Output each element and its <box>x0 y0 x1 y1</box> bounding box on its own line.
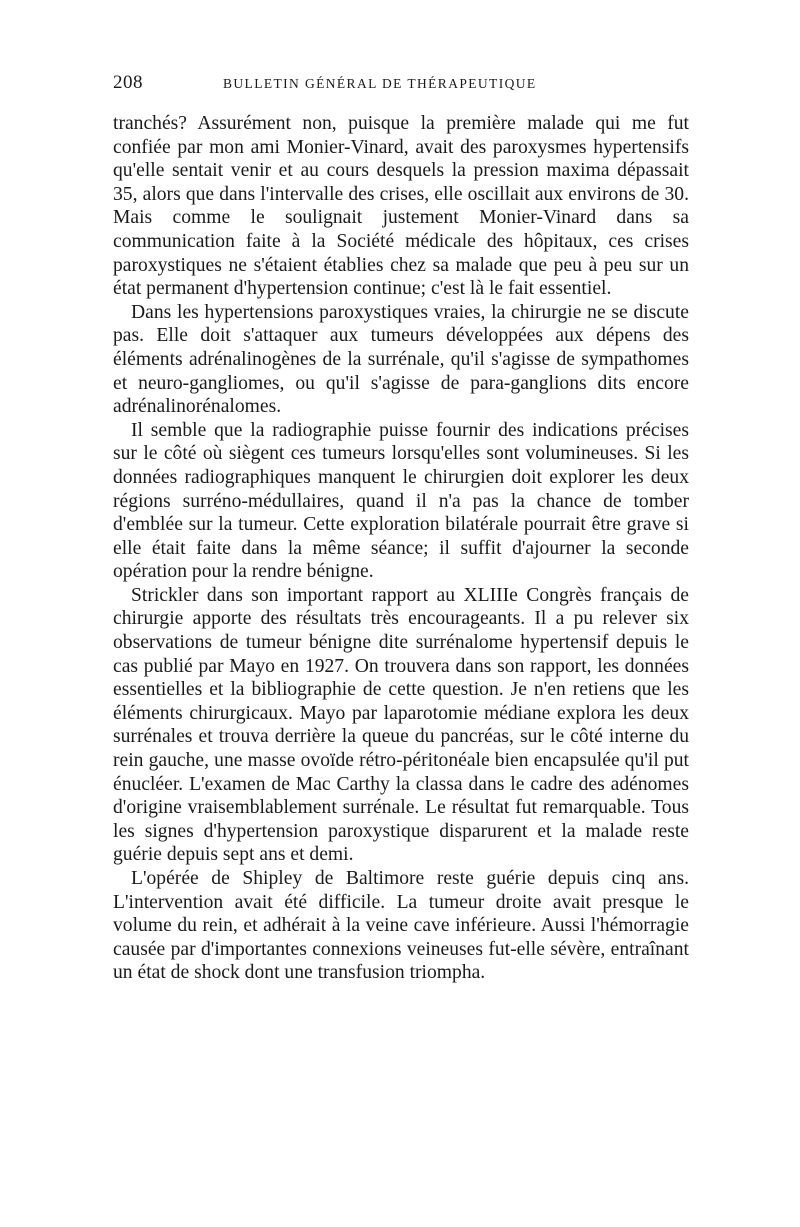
body-text <box>113 112 689 985</box>
paragraph-2: Dans les hypertensions paroxystiques vraies, la chirurgie ne se discute pas. Elle doit s'attaquer aux tumeurs développées aux dépens des éléments adrénalinogènes de la surrénale, qu'il s'agisse de sympathomes et neuro-gangliomes, ou qu'il s'agisse de para-ganglions dits encore adrénalinorénalomes. <box>113 301 689 418</box>
paragraph-3: Il semble que la radiographie puisse fournir des indications précises sur le côté où siègent ces tumeurs lorsqu'elles sont volumineuses. Si les données radiographiques manquent le chirurgien doit explorer les deux régions surréno-médullaires, quand il n'a pas la chance de tomber d'emblée sur la tumeur. Cette exploration bilatérale pourrait être grave si elle était faite dans la même séance; il suffit d'ajourner la seconde opération pour la rendre bénigne. <box>113 419 689 583</box>
running-title: BULLETIN GÉNÉRAL DE THÉRAPEUTIQUE <box>223 76 537 91</box>
paragraph-4: Strickler dans son important rapport au XLIIIe Congrès français de chirurgie apporte des résultats très encourageants. Il a pu relever six observations de tumeur bénigne dite surrénalome hypertensif depuis le cas publié par Mayo en 1927. On trouvera dans son rapport, les données essentielles et la bibliographie de cette question. Je n'en retiens que les éléments chirurgicaux. Mayo par laparotomie médiane explora les deux surrénales et trouva derrière la queue du pancréas, sur le côté interne du rein gauche, une masse ovoïde rétro-péritonéale bien encapsulée qu'il put énucléer. L'examen de Mac Carthy la classa dans le cadre des adénomes d'origine vraisemblablement surrénale. Le résultat fut remarquable. Tous les signes d'hypertension paroxystique disparurent et la malade reste guérie depuis sept ans et demi. <box>113 584 689 866</box>
page-header <box>113 72 689 98</box>
paragraph-5: L'opérée de Shipley de Baltimore reste guérie depuis cinq ans. L'intervention avait été difficile. La tumeur droite avait presque le volume du rein, et adhérait à la veine cave inférieure. Aussi l'hémorragie causée par d'importantes connexions veineuses fut-elle sévère, entraînant un état de shock dont une transfusion triompha. <box>113 868 689 984</box>
page-number: 208 <box>113 72 143 93</box>
paragraph-1: tranchés? Assurément non, puisque la première malade qui me fut confiée par mon ami Monier-Vinard, avait des paroxysmes hypertensifs qu'elle sentait venir et au cours desquels la pression maxima dépassait 35, alors que dans l'intervalle des crises, elle oscillait aux environs de 30. Mais comme le soulignait justement Monier-Vinard dans sa communication faite à la Société médicale des hôpitaux, ces crises paroxystiques ne s'étaient établies chez sa malade que peu à peu sur un état permanent d'hypertension continue; c'est là le fait essentiel. <box>113 113 689 300</box>
book-page <box>113 72 689 985</box>
